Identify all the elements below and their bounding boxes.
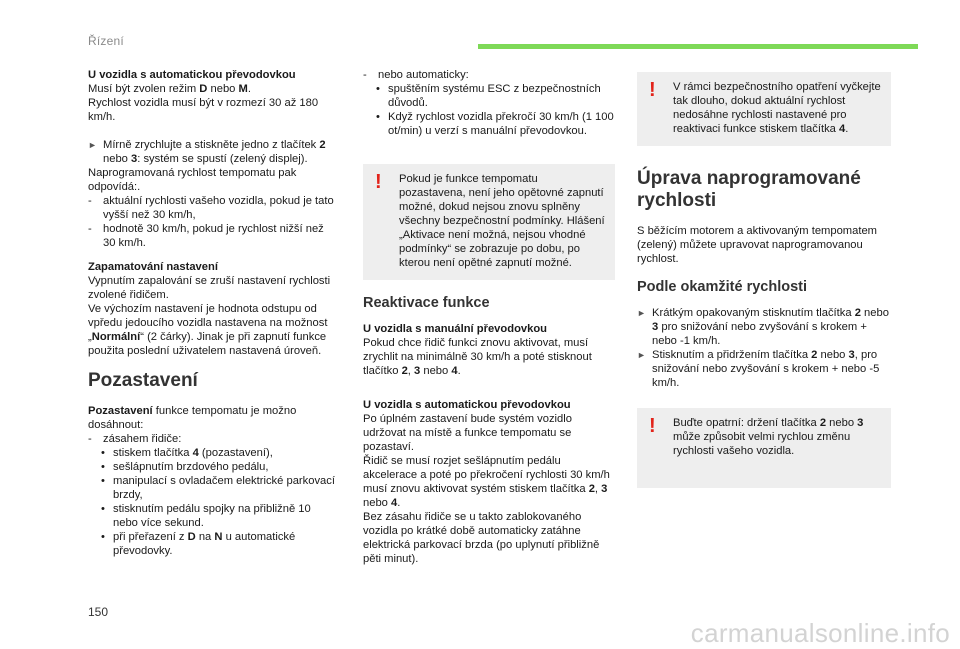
- column-2: [363, 68, 615, 566]
- dash-item: - aktuální rychlosti vašeho vozidla, pokud je tato vyšší než 30 km/h,: [88, 195, 334, 221]
- instruction-short-press: ► Krátkým opakovaným stisknutím tlačítka 2 nebo 3 pro snižování nebo zvyšování s krokem + nebo -1 km/h.: [637, 307, 889, 347]
- memory-title: Zapamatování nastavení: [88, 261, 218, 273]
- auto-restart-text: Řidič se musí rozjet sešlápnutím pedálu akcelerace a poté po překročení rychlosti 30 km/h musí znovu aktivovat systém stiskem tlačítka 2, 3 nebo 4.: [363, 455, 610, 509]
- bullet-item: • sešlápnutím brzdového pedálu,: [101, 461, 269, 473]
- instruction-accelerate: ► Mírně zrychlujte a stiskněte jedno z tlačítek 2 nebo 3: systém se spustí (zelený displej).: [88, 139, 326, 165]
- bullet-item: • Když rychlost vozidla překročí 30 km/h (1 100 ot/min) u verzí s manuální převodovkou.: [376, 111, 614, 137]
- warning-exclamation-icon: !: [649, 415, 656, 437]
- auto-parking-brake-text: Bez zásahu řidiče se u takto zablokovaného vozidla po krátké době automaticky zatáhne elektrická parkovací brzda (po uplynutí přibližně pěti minut).: [363, 511, 600, 565]
- heading-pause: Pozastavení: [88, 370, 198, 391]
- memory-text-2: Ve výchozím nastavení je hodnota odstupu od vpředu jedoucího vozidla nastavena na možnost „Normální“ (2 čárky). Jinak je při zapnutí funkce použita poslední uživatelem nastavená úroveň.: [88, 303, 328, 357]
- warning-box-reactivation: ! V rámci bezpečnostního opatření vyčkejte tak dlouho, dokud aktuální rychlost nedosáhne rychlosti nastavené pro reaktivaci funkce stiskem tlačítka 4.: [637, 72, 891, 146]
- manual-gearbox-text: Pokud chce řidič funkci znovu aktivovat, musí zrychlit na minimálně 30 km/h a poté stisknout tlačítko 2, 3 nebo 4.: [363, 337, 592, 377]
- warning-box-pause: ! Pokud je funkce tempomatu pozastavena, není jeho opětovné zapnutí možné, dokud nejsou znovu splněny všechny bezpečnostní podmínky. Hlášení „Aktivace není možná, nejsou vhodné podmínky“ se zobrazuje po dobu, po kterou není opětné zapnutí možné.: [363, 164, 615, 280]
- section-title: Řízení: [88, 34, 124, 48]
- dash-item: - nebo automaticky:: [363, 69, 469, 81]
- section-accent-bar: [478, 44, 918, 49]
- memory-text-1: Vypnutím zapalování se zruší nastavení rychlosti zvolené řidičem.: [88, 275, 331, 301]
- auto-stop-text: Po úplném zastavení bude systém vozidlo udržovat na místě a funkce tempomatu se pozastaví.: [363, 413, 572, 453]
- warning-box-hold: ! Buďte opatrní: držení tlačítka 2 nebo 3 může způsobit velmi rychlou změnu rychlosti vašeho vozidla.: [637, 408, 891, 488]
- warning-exclamation-icon: !: [375, 171, 382, 193]
- arrow-bullet-icon: ►: [88, 140, 97, 150]
- page-number: 150: [88, 605, 109, 619]
- programmed-speed-text: Naprogramovaná rychlost tempomatu pak odpovídá:.: [88, 167, 297, 193]
- bullet-item: • stiskem tlačítka 4 (pozastavení),: [101, 447, 273, 459]
- bullet-item: • manipulací s ovladačem elektrické parkovací brzdy,: [101, 475, 335, 501]
- dash-item: - zásahem řidiče:: [88, 433, 182, 445]
- arrow-bullet-icon: ►: [637, 308, 646, 318]
- heading-adjust-speed: Úprava naprogramované rychlosti: [637, 168, 861, 211]
- auto-gearbox-title: U vozidla s automatickou převodovkou: [88, 69, 296, 81]
- auto-gearbox-mode: Musí být zvolen režim D nebo M.: [88, 83, 251, 95]
- warning-exclamation-icon: !: [649, 79, 656, 101]
- instruction-long-press: ► Stisknutím a přidržením tlačítka 2 nebo 3, pro snižování nebo zvyšování s krokem + nebo -5 km/h.: [637, 349, 880, 389]
- pause-intro: Pozastavení funkce tempomatu je možno dosáhnout:: [88, 405, 297, 431]
- auto-gearbox-title-2: U vozidla s automatickou převodovkou: [363, 399, 571, 411]
- column-1: [88, 68, 338, 558]
- watermark: carmanualsonline.info: [690, 618, 950, 648]
- speed-range-text: Rychlost vozidla musí být v rozmezí 30 až 180 km/h.: [88, 97, 319, 123]
- heading-current-speed: Podle okamžité rychlosti: [637, 279, 808, 295]
- bullet-item: • spuštěním systému ESC z bezpečnostních důvodů.: [376, 83, 601, 109]
- manual-gearbox-title: U vozidla s manuální převodovkou: [363, 323, 548, 335]
- heading-reactivation: Reaktivace funkce: [363, 295, 490, 311]
- dash-item: - hodnotě 30 km/h, pokud je rychlost nižší než 30 km/h.: [88, 223, 324, 249]
- adjust-intro: S běžícím motorem a aktivovaným tempomatem (zelený) můžete upravovat naprogramovanou rychlost.: [637, 225, 877, 265]
- arrow-bullet-icon: ►: [637, 350, 646, 360]
- bullet-item: • stisknutím pedálu spojky na přibližně 10 nebo více sekund.: [101, 503, 311, 529]
- bullet-item: • při přeřazení z D na N u automatické převodovky.: [101, 531, 296, 557]
- column-3: [637, 68, 891, 488]
